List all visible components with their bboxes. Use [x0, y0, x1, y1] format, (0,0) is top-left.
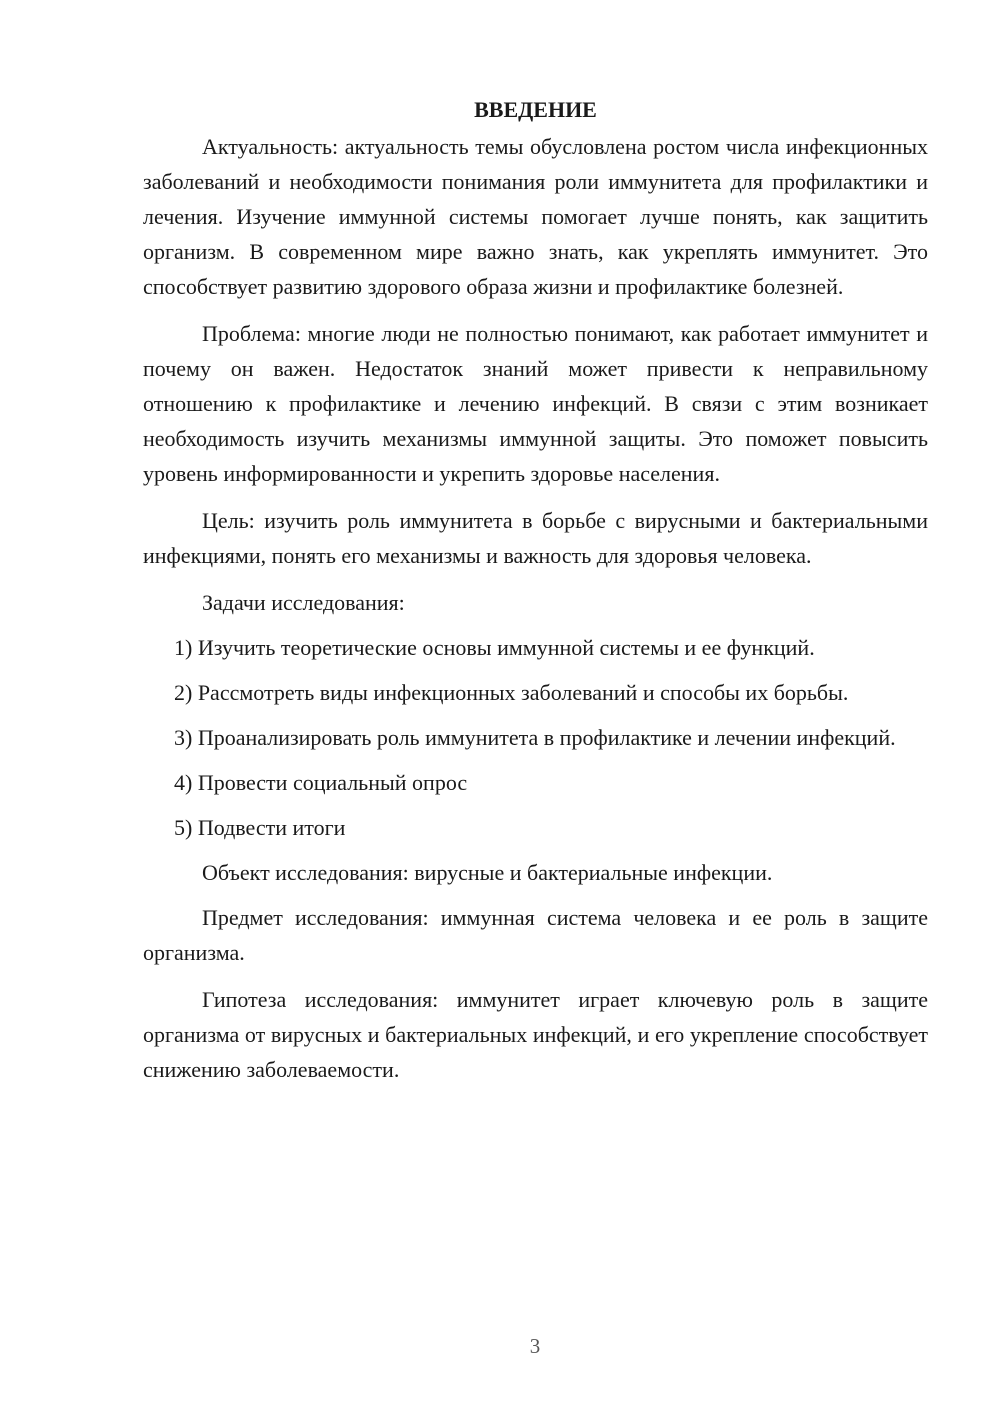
task-item-2: 2) Рассмотреть виды инфекционных заболеваний и способы их борьбы. — [174, 680, 849, 705]
task-item-4: 4) Провести социальный опрос — [174, 770, 468, 795]
goal-paragraph: Цель: изучить роль иммунитета в борьбе с вирусными и бактериальными инфекциями, понять его механизмы и важность для здоровья человека. — [143, 508, 928, 568]
hypothesis-paragraph: Гипотеза исследования: иммунитет играет ключевую роль в защите организма от вирусных и бактериальных инфекций, и его укрепление способствует снижению заболеваемости. — [143, 987, 928, 1082]
task-item-1: 1) Изучить теоретические основы иммунной системы и ее функций. — [174, 635, 815, 660]
relevance-paragraph: Актуальность: актуальность темы обусловлена ростом числа инфекционных заболеваний и необходимости понимания роли иммунитета для профилактики и лечения. Изучение иммунной системы помогает лучше понять, как защитить организм. В современном мире важно знать, как укреплять иммунитет. Это способствует развитию здорового образа жизни и профилактике болезней. — [143, 134, 928, 299]
page-number: 3 — [529, 1334, 541, 1358]
task-item-3: 3) Проанализировать роль иммунитета в профилактике и лечении инфекций. — [174, 725, 896, 750]
document-page — [143, 92, 928, 1099]
subject-paragraph: Предмет исследования: иммунная система человека и ее роль в защите организма. — [143, 905, 928, 965]
object-paragraph: Объект исследования: вирусные и бактериальные инфекции. — [202, 860, 773, 885]
problem-paragraph: Проблема: многие люди не полностью понимают, как работает иммунитет и почему он важен. Недостаток знаний может привести к неправильному отношению к профилактике и лечению инфекций. В связи с этим возникает необходимость изучить механизмы иммунной защиты. Это поможет повысить уровень информированности и укрепить здоровье населения. — [143, 321, 928, 486]
tasks-list — [143, 630, 928, 845]
task-item-5: 5) Подвести итоги — [174, 815, 346, 840]
tasks-title: Задачи исследования: — [202, 590, 405, 615]
page-title: ВВЕДЕНИЕ — [474, 97, 597, 122]
